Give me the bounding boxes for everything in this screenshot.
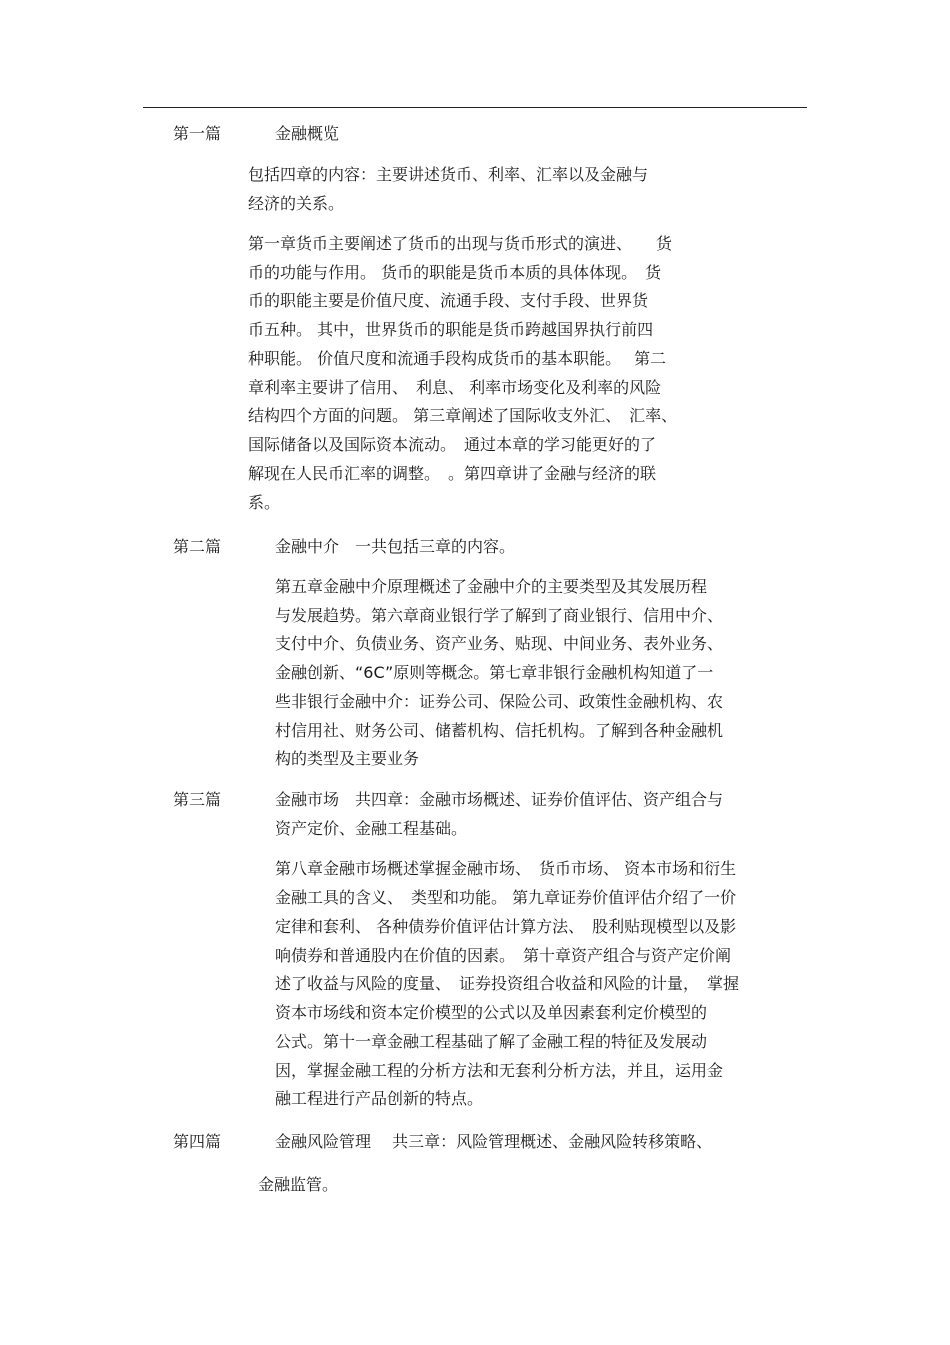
text-line: 村信用社、财务公司、储蓄机构、信托机构。了解到各种金融机	[275, 721, 724, 740]
text-line: 因，掌握金融工程的分析方法和无套利分析方法，并且，运用金	[275, 1061, 724, 1080]
text-line: 第八章金融市场概述掌握金融市场、 货币市场、 资本市场和衍生	[275, 859, 737, 878]
text-line: 金融市场 共四章：金融市场概述、证券价值评估、资产组合与	[275, 790, 724, 809]
text-line: 币的职能主要是价值尺度、流通手段、支付手段、世界货	[248, 291, 649, 310]
part2-title: 金融中介 一共包括三章的内容。	[275, 537, 516, 556]
text-line: 币的功能与作用。 货币的职能是货币本质的具体体现。 货	[248, 263, 662, 282]
text-line: 定律和套利、 各种债券价值评估计算方法、 股利贴现模型以及影	[275, 917, 737, 936]
part4-title: 金融风险管理 共三章：风险管理概述、金融风险转移策略、	[275, 1132, 713, 1151]
text-line: 述了收益与风险的度量、 证券投资组合收益和风险的计量， 掌握	[275, 974, 740, 993]
part1-label: 第一篇	[173, 124, 222, 143]
text-line: 金融创新、“6C”原则等概念。第七章非银行金融机构知道了一	[275, 663, 714, 682]
text-line: 资产定价、金融工程基础。	[275, 819, 468, 838]
text-line: 包括四章的内容：主要讲述货币、利率、汇率以及金融与	[248, 165, 649, 184]
part3-label: 第三篇	[173, 790, 222, 809]
text-line: 系。	[248, 493, 281, 512]
text-line: 国际储备以及国际资本流动。 通过本章的学习能更好的了	[248, 435, 657, 454]
text-line: 解现在人民币汇率的调整。 。第四章讲了金融与经济的联	[248, 464, 657, 483]
part4-label: 第四篇	[173, 1132, 222, 1151]
text-line: 融工程进行产品创新的特点。	[275, 1089, 484, 1108]
text-line: 章利率主要讲了信用、 利息、 利率市场变化及利率的风险	[248, 378, 662, 397]
text-line: 构的类型及主要业务	[275, 749, 420, 768]
part4-continuation: 金融监管。	[258, 1175, 339, 1194]
text-line: 响债券和普通股内在价值的因素。 第十章资产组合与资产定价阐	[275, 946, 732, 965]
text-line: 资本市场线和资本定价模型的公式以及单因素套利定价模型的	[275, 1003, 708, 1022]
text-line: 第五章金融中介原理概述了金融中介的主要类型及其发展历程	[275, 577, 708, 596]
text-line: 公式。第十一章金融工程基础了解了金融工程的特征及发展动	[275, 1032, 708, 1051]
text-line: 币五种。 其中，世界货币的职能是货币跨越国界执行前四	[248, 320, 654, 339]
text-line: 金融工具的含义、 类型和功能。 第九章证券价值评估介绍了一价	[275, 888, 737, 907]
text-line: 支付中介、负债业务、资产业务、贴现、中间业务、表外业务、	[275, 634, 724, 653]
text-line: 种职能。 价值尺度和流通手段构成货币的基本职能。 第二	[248, 349, 667, 368]
part2-label: 第二篇	[173, 537, 222, 556]
text-line: 些非银行金融中介：证券公司、保险公司、政策性金融机构、农	[275, 692, 724, 711]
header-rule	[143, 107, 807, 108]
text-line: 第一章货币主要阐述了货币的出现与货币形式的演进、 货	[248, 234, 673, 253]
text-line: 经济的关系。	[248, 194, 345, 213]
text-line: 结构四个方面的问题。 第三章阐述了国际收支外汇、 汇率、	[248, 406, 678, 425]
text-line: 与发展趋势。第六章商业银行学了解到了商业银行、信用中介、	[275, 606, 724, 625]
part1-title: 金融概览	[275, 124, 340, 143]
